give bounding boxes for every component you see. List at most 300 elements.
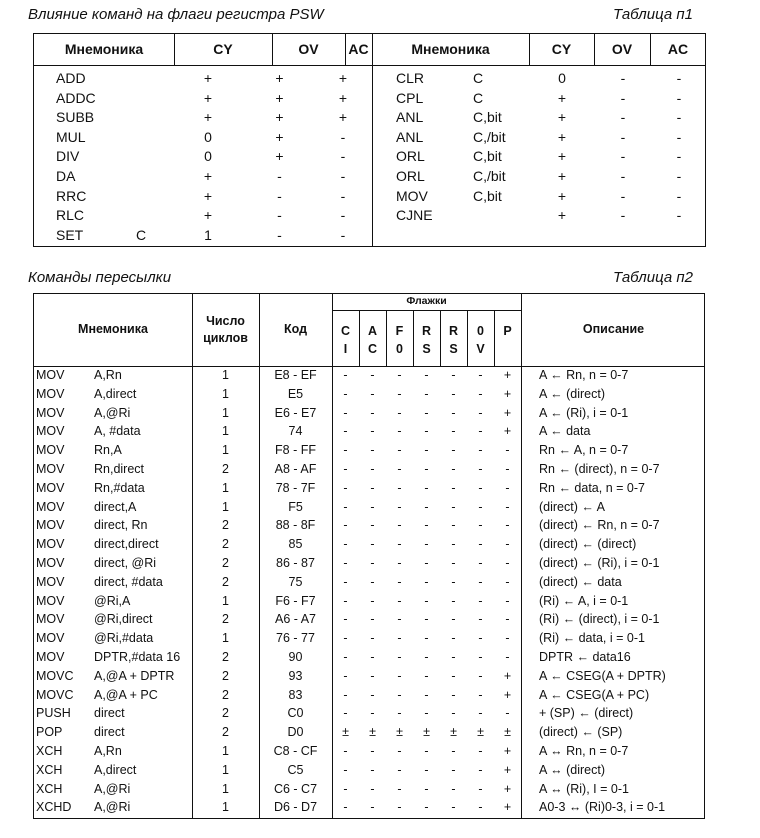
flag-cell: - [370,612,375,627]
flag-cell: - [343,480,348,495]
flag-cell: - [424,687,429,702]
mnemonic-cell: MOV [36,480,65,495]
code-cell: F6 - F7 [275,593,316,608]
description-cell: A ← (Ri), i = 0-1 [539,405,629,420]
flag-cell: - [424,762,429,777]
flag-cell: - [451,744,456,758]
flag-cell: - [397,424,402,439]
flag-ac-cell: - [340,207,346,224]
operand-cell: @Ri,A [94,593,131,608]
description-cell: A ← Rn, n = 0-7 [539,368,629,382]
flag-cell: - [370,744,375,758]
flag-cell: - [370,762,375,777]
flag-cell: - [370,800,375,815]
flag-ov-cell: - [620,148,626,165]
code-cell: 93 [288,668,303,683]
description-cell: + (SP) ← (direct) [539,706,634,721]
flag-cell: - [424,593,429,608]
table-row [34,705,704,724]
table2 [33,293,705,819]
flag-cell: - [451,706,456,721]
flag-cell: ± [369,725,376,740]
flag-cell: - [397,462,402,476]
operand-cell: direct, @Ri [94,556,157,570]
mnemonic-cell: MOVC [36,668,74,683]
operand-cell: C,bit [473,109,502,126]
flag-ac-cell: - [340,148,346,165]
flag-cell: - [451,443,456,458]
flag-cell: - [505,593,510,608]
cycles-cell: 2 [222,518,229,533]
flag-cell: - [397,386,402,401]
cycles-cell: 2 [222,537,229,552]
code-cell: C5 [287,762,304,777]
flag-cell: - [424,650,429,664]
code-cell: 76 - 77 [276,631,315,646]
operand-cell: A,Rn [94,744,122,758]
table-row [34,386,704,405]
flag-cell: - [343,556,348,570]
flag-header-top: R [448,324,459,338]
flag-cell: - [478,668,483,683]
flag-cell: - [451,574,456,589]
flag-cell: - [343,744,348,758]
flag-cell: - [424,537,429,552]
mnemonic-cell: MOV [36,424,65,439]
flag-cell: - [478,405,483,420]
flag-cell: - [370,424,375,439]
flag-ov-cell: - [620,187,626,204]
flag-cell: - [451,405,456,420]
flag-ov-cell: - [277,187,282,204]
flag-cell: - [424,556,429,570]
flag-ac-cell: - [676,70,682,86]
flag-cell: - [343,462,348,476]
cycles-cell: 1 [222,631,229,646]
flag-cell: - [505,650,510,664]
table1-header-ov-left: OV [298,41,319,57]
flag-cell: - [478,368,483,382]
flag-cell: - [343,781,348,796]
flag-header-bottom: V [476,342,485,356]
description-cell: (direct) ← (SP) [539,725,623,740]
flag-cell: - [451,462,456,476]
flag-cy-cell: + [203,70,213,86]
description-cell: (direct) ← data [539,574,622,589]
flag-cell: - [370,574,375,589]
mnemonic-cell: MOV [36,499,65,514]
flag-cell: - [343,800,348,815]
mnemonic-cell: MOV [36,574,65,589]
mnemonic-cell: XCH [36,762,63,777]
cycles-cell: 2 [222,612,229,627]
table2-number: Таблица п2 [613,269,693,286]
code-cell: A6 - A7 [275,612,316,627]
flag-cell: - [478,612,483,627]
flag-cell: - [478,574,483,589]
operand-cell: A, #data [94,424,141,439]
cycles-cell: 1 [222,800,229,815]
table-row [34,574,704,593]
flag-cell: - [451,668,456,683]
table-row [34,630,704,649]
flag-cell: - [451,518,456,533]
mnemonic-cell: MOV [396,187,428,204]
cycles-cell: 1 [222,593,229,608]
flag-cell: - [505,499,510,514]
operand-cell: A,@Ri [94,405,131,420]
flag-header-top: A [367,324,378,338]
table-row [34,367,704,386]
mnemonic-cell: POP [36,725,63,740]
cycles-cell: 2 [222,706,229,721]
flag-cell: + [503,744,512,758]
flag-cell: + [503,762,512,777]
mnemonic-cell: DA [56,168,76,184]
cycles-cell: 1 [222,480,229,495]
flag-cell: ± [396,725,403,740]
mnemonic-cell: ORL [396,168,425,184]
code-cell: C6 - C7 [273,781,318,796]
flag-cell: - [370,687,375,702]
flag-cell: - [424,424,429,439]
flag-cell: + [503,405,512,420]
flag-cell: - [478,480,483,495]
flag-cell: - [478,687,483,702]
mnemonic-cell: ANL [396,109,424,126]
flag-cell: - [397,368,402,382]
description-cell: (direct) ← (direct) [539,537,637,552]
flag-cell: - [424,612,429,627]
flag-cell: - [451,499,456,514]
flag-cell: - [343,499,348,514]
mnemonic-cell: MOV [36,405,65,420]
flag-ov-cell: + [275,148,284,165]
flag-cell: - [397,405,402,420]
flag-cy-cell: 0 [558,70,566,86]
mnemonic-cell: CPL [396,89,424,106]
mnemonic-cell: MOV [36,518,65,533]
flag-cell: - [370,706,375,721]
flag-header-bottom: 0 [396,342,403,356]
flag-ov-cell: + [275,70,284,86]
flag-cell: - [343,405,348,420]
operand-cell: C [136,226,147,243]
flag-ov-cell: - [620,70,626,86]
flag-cell: ± [423,725,430,740]
flag-cell: - [424,480,429,495]
flag-ac-cell: - [676,187,682,204]
flag-cell: - [424,499,429,514]
operand-cell: direct [94,725,125,740]
flag-cell: + [503,386,512,401]
code-cell: C8 - CF [273,744,318,758]
flag-cell: - [424,574,429,589]
flag-cell: + [503,424,512,439]
flag-header-top: F [395,324,404,338]
cycles-cell: 1 [222,386,229,401]
operand-cell: @Ri,direct [94,612,153,627]
flag-cell: + [503,687,512,702]
flag-cy-cell: 1 [204,226,212,243]
flag-cell: - [505,443,510,458]
flag-cell: - [478,518,483,533]
flag-cell: - [370,405,375,420]
flag-cell: - [370,556,375,570]
table-row [34,724,704,743]
table-row [34,799,704,818]
code-cell: F5 [288,499,303,514]
table-row [34,555,704,574]
mnemonic-cell: DIV [56,148,80,165]
cycles-cell: 2 [222,687,229,702]
flag-cy-cell: + [557,89,567,106]
flag-cell: ± [342,725,349,740]
flag-cell: - [343,574,348,589]
flag-cell: - [424,462,429,476]
table2-header-flags: Флажки [406,295,447,307]
mnemonic-cell: RRC [56,187,87,204]
mnemonic-cell: XCHD [36,800,72,815]
flag-cell: - [397,593,402,608]
description-cell: A ← data [539,424,591,439]
flag-cell: + [503,800,512,815]
flag-cell: - [424,368,429,382]
code-cell: 74 [288,424,303,439]
flag-cy-cell: + [203,168,213,184]
description-cell: (Ri) ← (direct), i = 0-1 [539,612,660,627]
flag-cell: - [370,650,375,664]
flag-cell: - [343,668,348,683]
operand-cell: A,@Ri [94,800,131,815]
flag-ov-cell: - [277,168,282,184]
flag-cell: - [505,537,510,552]
flag-cell: - [343,443,348,458]
table1-number: Таблица п1 [613,6,693,23]
table1 [33,33,706,247]
flag-header-bottom: I [343,342,348,356]
flag-cell: - [505,518,510,533]
description-cell: A ← CSEG(A + DPTR) [539,668,666,683]
description-cell: (direct) ← A [539,499,605,514]
cycles-cell: 2 [222,462,229,476]
flag-cell: - [451,537,456,552]
flag-cell: - [478,744,483,758]
description-cell: A ↔ (direct) [539,762,605,777]
flag-ac-cell: - [340,187,346,204]
flag-ov-cell: - [277,226,282,243]
code-cell: 88 - 8F [275,518,316,533]
operand-cell: C,/bit [473,168,506,184]
flag-cell: - [451,480,456,495]
flag-cell: - [343,631,348,646]
flag-cy-cell: 0 [204,148,212,165]
flag-cell: - [451,631,456,646]
mnemonic-cell: MUL [56,128,86,145]
flag-ac-cell: - [676,148,682,165]
table2-header-mnemonic: Мнемоника [78,322,148,336]
code-cell: 86 - 87 [276,556,315,570]
mnemonic-cell: MOV [36,556,65,570]
flag-cell: - [343,537,348,552]
table1-header-ov-right: OV [611,41,633,57]
flag-cell: - [451,800,456,815]
mnemonic-cell: MOV [36,443,65,458]
cycles-cell: 1 [222,762,229,777]
flag-cell: - [370,443,375,458]
flag-cell: - [397,443,402,458]
flag-ov-cell: - [620,109,626,126]
flag-cy-cell: + [557,148,567,165]
flag-cell: - [451,386,456,401]
table-row [34,593,704,612]
flag-cell: - [424,800,429,815]
operand-cell: C,bit [473,187,502,204]
code-cell: 75 [288,574,303,589]
code-cell: E8 - EF [274,368,317,382]
description-cell: A ← CSEG(A + PC) [539,687,650,702]
flag-cell: ± [450,725,457,740]
flag-cell: - [451,424,456,439]
flag-cell: + [503,668,512,683]
flag-cell: - [370,781,375,796]
flag-ac-cell: + [338,70,348,86]
flag-cell: - [397,650,402,664]
mnemonic-cell: MOV [36,612,65,627]
cycles-cell: 1 [222,424,229,439]
table1-header-cy-left: CY [213,41,233,57]
table1-header-mnemonic-right: Мнемоника [411,41,490,57]
flag-cell: - [478,781,483,796]
mnemonic-cell: ADDC [56,89,96,106]
flag-cell: - [478,631,483,646]
flag-header-bottom: C [367,342,378,356]
table1-header-mnemonic-left: Мнемоника [64,41,144,57]
flag-cell: - [370,537,375,552]
description-cell: (direct) ← (Ri), i = 0-1 [539,556,660,570]
code-cell: 78 - 7F [275,480,316,495]
flag-cell: - [505,556,510,570]
description-cell: DPTR ← data16 [539,650,631,664]
operand-cell: Rn,A [94,443,122,458]
flag-header-top: P [503,324,512,338]
flag-cell: - [397,781,402,796]
table-row [34,649,704,668]
description-cell: (Ri) ← A, i = 0-1 [539,593,629,608]
table2-header-code: Код [283,322,308,336]
mnemonic-cell: CLR [396,70,425,86]
table-row [34,517,704,536]
cycles-cell: 2 [222,574,229,589]
mnemonic-cell: CJNE [396,207,433,224]
operand-cell: C [473,89,484,106]
flag-ov-cell: + [275,109,284,126]
cycles-cell: 2 [222,725,229,740]
flag-cy-cell: + [203,109,213,126]
flag-cell: - [370,462,375,476]
description-cell: (direct) ← Rn, n = 0-7 [539,518,660,533]
flag-cell: - [424,781,429,796]
flag-cell: - [478,800,483,815]
flag-cell: - [478,706,483,721]
flag-cell: - [343,706,348,721]
flag-cell: - [397,762,402,777]
flag-cell: - [343,593,348,608]
flag-cy-cell: + [557,187,567,204]
flag-cell: - [478,443,483,458]
table1-caption: Влияние команд на флаги регистра PSW [28,6,324,23]
operand-cell: direct,direct [94,537,159,552]
flag-cell: - [343,424,348,439]
flag-ac-cell: - [340,168,346,184]
mnemonic-cell: ANL [396,128,424,145]
flag-cell: - [505,480,510,495]
flag-cell: - [451,762,456,777]
flag-ov-cell: + [275,89,284,106]
flag-cell: - [343,518,348,533]
operand-cell: A,direct [94,762,137,777]
flag-cell: ± [477,725,484,740]
flag-cell: - [370,480,375,495]
flag-cy-cell: + [203,89,213,106]
flag-ac-cell: - [676,128,682,145]
mnemonic-cell: MOV [36,386,65,401]
flag-cell: - [478,424,483,439]
code-cell: C0 [287,706,304,721]
description-cell: A ← (direct) [539,386,605,401]
flag-cell: ± [504,725,511,740]
flag-cell: - [478,556,483,570]
code-cell: 90 [288,650,303,664]
flag-cell: - [370,518,375,533]
flag-cell: - [397,612,402,627]
flag-cell: - [451,612,456,627]
flag-cell: - [370,499,375,514]
flag-ov-cell: - [620,207,626,224]
flag-cell: - [478,537,483,552]
table1-header-cy-right: CY [551,41,572,57]
flag-cell: - [505,706,510,721]
cycles-cell: 2 [222,556,229,570]
description-cell: (Ri) ← data, i = 0-1 [539,631,645,646]
flag-ov-cell: - [620,128,626,145]
operand-cell: DPTR,#data 16 [94,650,181,664]
cycles-cell: 1 [222,499,229,514]
flag-cell: - [505,574,510,589]
flag-header-top: R [421,324,432,338]
flag-cell: - [370,668,375,683]
operand-cell: A,@A + DPTR [94,668,175,683]
flag-ac-cell: + [338,109,348,126]
table-row [34,499,704,518]
table-row [34,687,704,706]
flag-cell: - [424,744,429,758]
table2-header-cycles-line1: Число [206,314,245,328]
flag-cell: - [505,612,510,627]
flag-ac-cell: - [676,109,682,126]
operand-cell: Rn,#data [94,480,145,495]
operand-cell: direct, #data [94,574,163,589]
flag-cell: - [478,593,483,608]
flag-cy-cell: 0 [204,128,212,145]
flag-cell: - [505,462,510,476]
operand-cell: A,@Ri [94,781,131,796]
operand-cell: A,Rn [94,368,122,382]
mnemonic-cell: MOV [36,462,65,476]
flag-cell: - [343,650,348,664]
flag-cell: - [451,687,456,702]
table-row [34,668,704,687]
